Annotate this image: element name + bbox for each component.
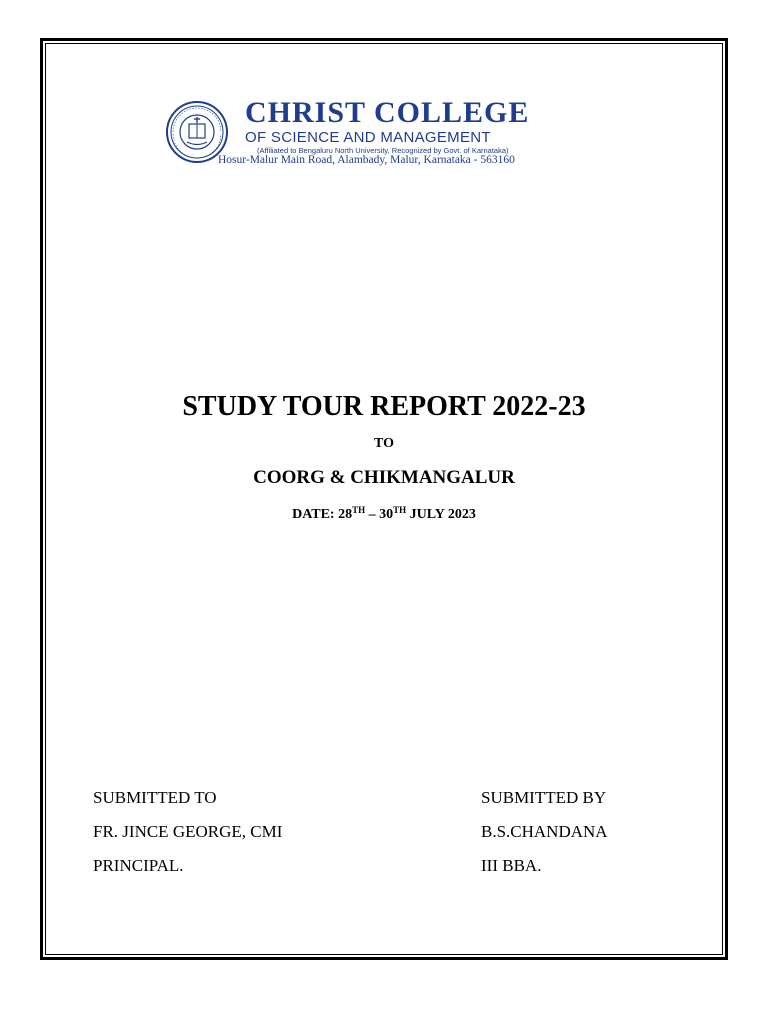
college-subtitle: OF SCIENCE AND MANAGEMENT	[245, 129, 491, 146]
submitted-by-label: SUBMITTED BY	[481, 788, 607, 807]
page-border-inner	[45, 43, 723, 955]
date-middle: – 30	[365, 507, 394, 522]
date-suffix-1: TH	[352, 505, 366, 515]
date-suffix-2: TH	[393, 505, 407, 515]
college-name: CHRIST COLLEGE	[245, 96, 530, 129]
submitted-to-designation: PRINCIPAL.	[93, 856, 184, 875]
college-address: Hosur-Malur Main Road, Alambady, Malur, Karnataka - 563160	[218, 154, 515, 166]
submitted-to-label: SUBMITTED TO	[93, 788, 217, 807]
report-date	[0, 505, 768, 523]
submitted-by-name: B.S.CHANDANA	[481, 822, 608, 841]
college-affiliation: (Affiliated to Bengaluru North University, Recognized by Govt. of Karnataka)	[257, 146, 509, 155]
college-header	[165, 96, 625, 172]
date-prefix: DATE: 28	[292, 507, 353, 522]
report-destination: COORG & CHIKMANGALUR	[253, 467, 515, 488]
report-to-label: TO	[374, 436, 394, 451]
submitted-to-name: FR. JINCE GEORGE, CMI	[93, 822, 283, 841]
submitted-by-designation: III BBA.	[481, 856, 542, 875]
date-end: JULY 2023	[406, 507, 476, 522]
report-title: STUDY TOUR REPORT 2022-23	[182, 391, 586, 422]
